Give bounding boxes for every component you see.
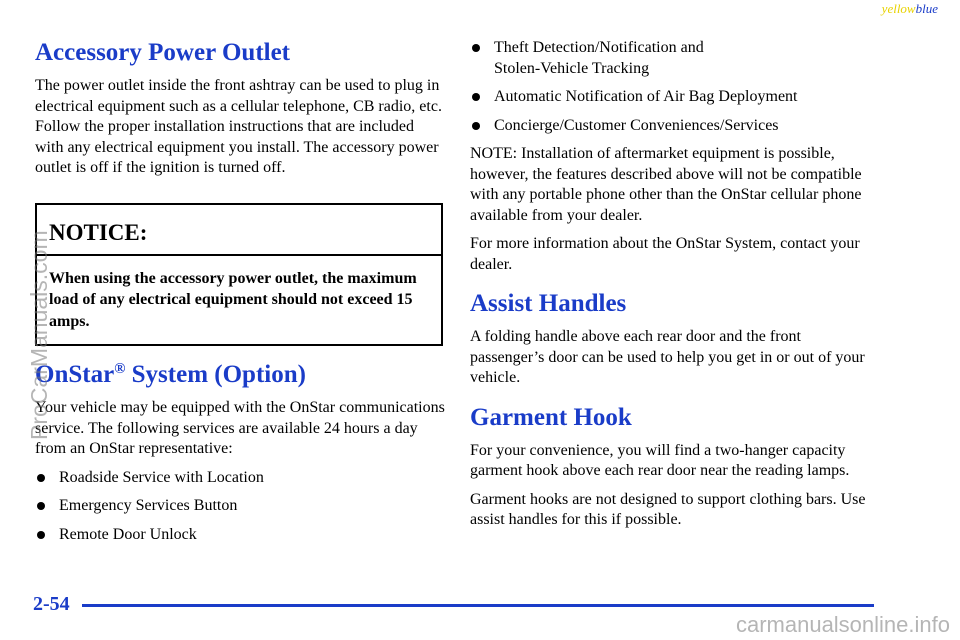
bullet-icon [472,122,480,130]
right-column [470,38,875,539]
list-item-text: Automatic Notification of Air Bag Deployment [494,88,798,105]
bottom-watermark: carmanualsonline.info [735,612,950,637]
onstar-services-list-right [470,38,875,136]
list-item [35,468,445,489]
color-tag [882,1,938,17]
garment-hook-text-1: For your convenience, you will find a two-hanger capacity garment hook above each rear door near the reading lamps. [470,441,850,479]
color-tag-yellow: yellow [881,1,916,16]
bullet-icon [472,93,480,101]
list-item-text: Roadside Service with Location [59,468,264,486]
list-item [35,496,445,517]
list-item [35,525,445,546]
list-item [470,87,875,108]
onstar-heading-main: OnStar [35,361,115,388]
list-item-text-line1: Theft Detection/Notification and [494,39,704,56]
assist-handles-text: A folding handle above each rear door and the front passenger’s door can be used to help you get in or out of your vehicle. [470,328,865,386]
onstar-more-info-text: For more information about the OnStar System, contact your dealer. [470,235,860,273]
onstar-intro-text: Your vehicle may be equipped with the OnStar communications service. The following services are available 24 hours a day from an OnStar representative: [35,399,445,457]
onstar-note-text: NOTE: Installation of aftermarket equipment is possible, however, the features described above will not be compatible with any portable phone other than the OnStar cellular phone available from your dealer. [470,145,862,224]
side-watermark-text: ProCarManuals.com [26,230,52,440]
onstar-heading-rest: System (Option) [125,361,306,388]
assist-handles-heading: Assist Handles [470,290,627,317]
notice-text: When using the accessory power outlet, the maximum load of any electrical equipment should not exceed 15 amps. [49,269,417,330]
onstar-heading [35,360,445,390]
registered-mark: ® [114,361,126,377]
footer-rule [82,604,874,607]
notice-box [35,203,443,347]
accessory-power-outlet-text: The power outlet inside the front ashtray can be used to plug in electrical equipment such as a cellular telephone, CB radio, etc. Follow the proper installation instructions that are included with any electrical equipment you install. The accessory power outlet is off if the ignition is turned off. [35,77,442,176]
garment-hook-text-2: Garment hooks are not designed to support clothing bars. Use assist handles for this if possible. [470,490,866,528]
accessory-power-outlet-heading: Accessory Power Outlet [35,39,291,66]
bullet-icon [472,44,480,52]
color-tag-blue: blue [915,1,938,16]
left-column [35,38,445,553]
list-item [470,116,875,137]
notice-title: NOTICE: [37,205,441,256]
list-item [470,38,875,79]
onstar-services-list-left [35,468,445,546]
list-item-text: Emergency Services Button [59,497,238,514]
list-item-text-line2: Stolen-Vehicle Tracking [494,59,650,77]
page-number: 2-54 [33,593,70,615]
list-item-text: Concierge/Customer Conveniences/Services [494,116,779,134]
list-item-text: Remote Door Unlock [59,525,197,543]
garment-hook-heading: Garment Hook [470,403,632,431]
